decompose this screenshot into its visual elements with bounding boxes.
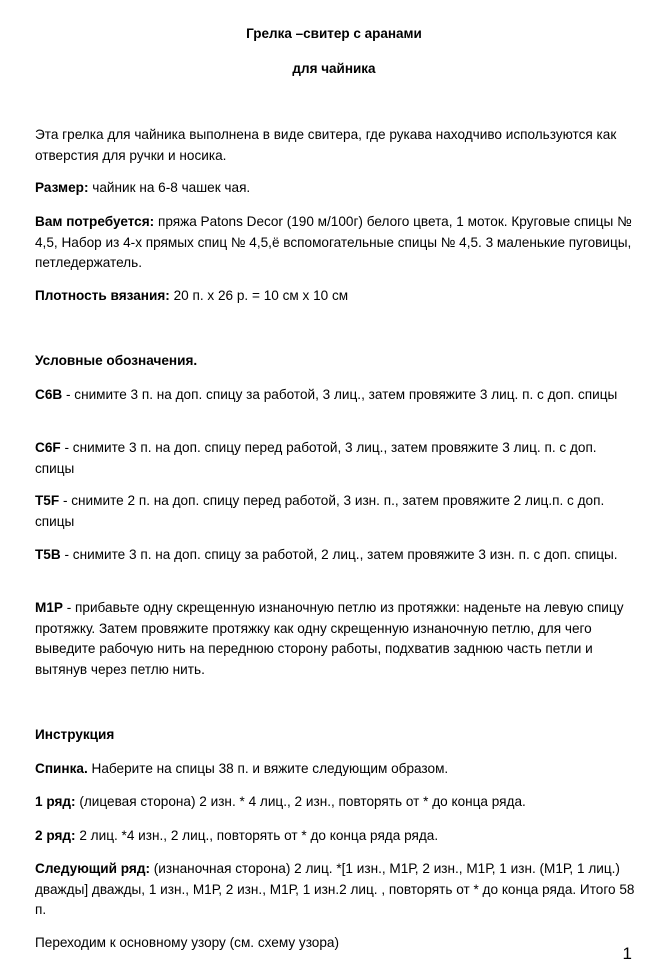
gauge-label: Плотность вязания: xyxy=(35,288,170,303)
next-row-label: Следующий ряд: xyxy=(35,861,150,876)
legend-item-t5b xyxy=(35,545,635,566)
row1-paragraph xyxy=(35,792,635,813)
legend-item-t5f xyxy=(35,491,635,532)
gauge-text: 20 п. х 26 р. = 10 см х 10 см xyxy=(169,288,349,303)
legend-code: C6F xyxy=(35,440,61,455)
row1-text: (лицевая сторона) 2 изн. * 4 лиц., 2 изн., повторять от * до конца ряда. xyxy=(75,794,526,809)
legend-text: - снимите 2 п. на доп. спицу перед работой, 3 изн. п., затем провяжите 2 лиц.п. с доп. спицы xyxy=(35,493,605,529)
next-row-text: (изнаночная сторона) 2 лиц. *[1 изн., М1Р, 2 изн., М1Р, 1 изн. (М1Р, 1 лиц.) дважды] дважды, 1 изн., М1Р, 2 изн., М1Р, 1 изн.2 лиц. , повторять от * до конца ряда. Итого 58 п. xyxy=(35,861,635,917)
materials-text: пряжа Patons Decor (190 м/100г) белого цвета, 1 моток. Круговые спицы № 4,5, Набор из 4-х прямых спиц № 4,5,ё вспомогательные спицы № 4,5. 3 маленькие пуговицы, петледержатель. xyxy=(35,214,632,270)
back-label: Спинка. xyxy=(35,761,88,776)
materials-paragraph xyxy=(35,212,635,274)
size-paragraph xyxy=(35,178,635,199)
page-subtitle: для чайника xyxy=(292,61,376,76)
gauge-paragraph xyxy=(35,286,635,307)
legend-item-c6b xyxy=(35,385,635,406)
legend-item-m1p xyxy=(35,598,635,680)
legend-code: T5B xyxy=(35,547,61,562)
row2-label: 2 ряд: xyxy=(35,828,76,843)
transition-paragraph: Переходим к основному узору (см. схему узора) xyxy=(35,935,340,950)
legend-code: M1P xyxy=(35,600,63,615)
size-text: чайник на 6-8 чашек чая. xyxy=(88,180,251,195)
row1-label: 1 ряд: xyxy=(35,794,76,809)
legend-text: - снимите 3 п. на доп. спицу за работой, 3 лиц., затем провяжите 3 лиц. п. с доп. спицы xyxy=(62,387,618,402)
row2-text: 2 лиц. *4 изн., 2 лиц., повторять от * до конца ряда ряда. xyxy=(75,828,439,843)
legend-heading: Условные обозначения. xyxy=(35,353,198,368)
legend-code: C6B xyxy=(35,387,63,402)
materials-label: Вам потребуется: xyxy=(35,214,155,229)
legend-item-c6f xyxy=(35,438,635,479)
row2-paragraph xyxy=(35,826,635,847)
back-text: Наберите на спицы 38 п. и вяжите следующим образом. xyxy=(87,761,449,776)
instructions-heading: Инструкция xyxy=(35,727,115,742)
legend-code: T5F xyxy=(35,493,60,508)
page-number: 1 xyxy=(622,944,632,963)
next-row-paragraph xyxy=(35,859,635,921)
back-paragraph xyxy=(35,759,635,780)
size-label: Размер: xyxy=(35,180,89,195)
intro-paragraph: Эта грелка для чайника выполнена в виде свитера, где рукава находчиво используются как отверстия для ручки и носика. xyxy=(35,127,617,163)
page-title: Грелка –свитер с аранами xyxy=(246,26,422,41)
legend-text: - прибавьте одну скрещенную изнаночную петлю из протяжки: наденьте на левую спицу протяжку. Затем провяжите протяжку как одну скрещенную изнаночную петлю, для чего выведите рабочую нить на переднюю сторону работы, подхватив заднюю часть петли и вытянув через петлю нить. xyxy=(35,600,624,677)
legend-text: - снимите 3 п. на доп. спицу перед работой, 3 лиц., затем провяжите 3 лиц. п. с доп. спицы xyxy=(35,440,597,476)
legend-text: - снимите 3 п. на доп. спицу за работой, 2 лиц., затем провяжите 3 изн. п. с доп. спицы. xyxy=(60,547,618,562)
